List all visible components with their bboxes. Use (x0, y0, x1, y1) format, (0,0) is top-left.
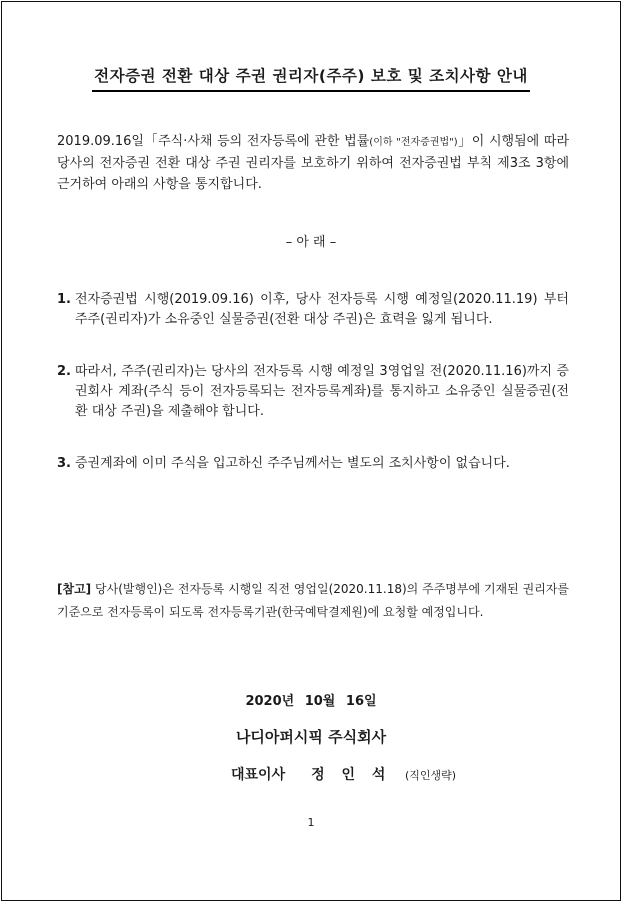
item-number: 3. (57, 456, 71, 471)
item-text: 증권계좌에 이미 주식을 입고하신 주주님께서는 별도의 조치사항이 없습니다. (75, 456, 510, 471)
below-label: – 아 래 – (285, 235, 337, 250)
reference-note (57, 578, 569, 624)
intro-text-1: 2019.09.16일「주식·사채 등의 전자등록에 관한 법률 (57, 134, 370, 149)
representative (231, 764, 391, 784)
item-text: 따라서, 주주(권리자)는 당사의 전자등록 시행 예정일 3영업일 전(2020.11.16)까지 증권회사 계좌(주식 등이 전자등록되는 전자등록계좌)를 통지하고 소유중인 실물증권(전환 대상 주권)을 제출해야 합니다. (75, 364, 569, 419)
item-text: 전자증권법 시행(2019.09.16) 이후, 당사 전자등록 시행 예정일(2020.11.19) 부터 주주(권리자)가 소유중인 실물증권(전환 대상 주권)은 효력을 잃게 됩니다. (75, 292, 569, 327)
intro-text-small: (이하 "전자증권법") (369, 137, 458, 148)
title-text: 전자증권 전환 대상 주권 권리자(주주) 보호 및 조치사항 안내 (92, 67, 530, 92)
list-item (57, 454, 569, 474)
note-label: [참고] (57, 582, 92, 596)
list-item (57, 290, 569, 330)
intro-text-2: 」이 시행됨에 따라 당사의 전자증권 전환 대상 주권 권리자를 보호하기 위하여 전자증권법 부칙 제3조 3항에 근거하여 아래의 사항을 통지합니다. (57, 134, 570, 192)
note-text: 당사(발행인)은 전자등록 시행일 직전 영업일(2020.11.18)의 주주명부에 기재된 권리자를 기준으로 전자등록이 되도록 전자등록기관(한국예탁결제원)에 요청할 예정입니다. (57, 582, 569, 619)
document-title (0, 64, 622, 86)
company-name: 나디아퍼시픽 주식회사 (235, 728, 387, 746)
document-date: 2020년 10월 16일 (245, 694, 377, 709)
page-number: 1 (307, 816, 315, 829)
list-item (57, 362, 569, 422)
item-number: 1. (57, 292, 71, 307)
representative-name: 정 인 석 (311, 767, 392, 783)
representative-title: 대표이사 (231, 767, 286, 783)
seal-note: (직인생략) (405, 769, 457, 782)
item-number: 2. (57, 364, 71, 379)
intro-paragraph (57, 131, 569, 195)
